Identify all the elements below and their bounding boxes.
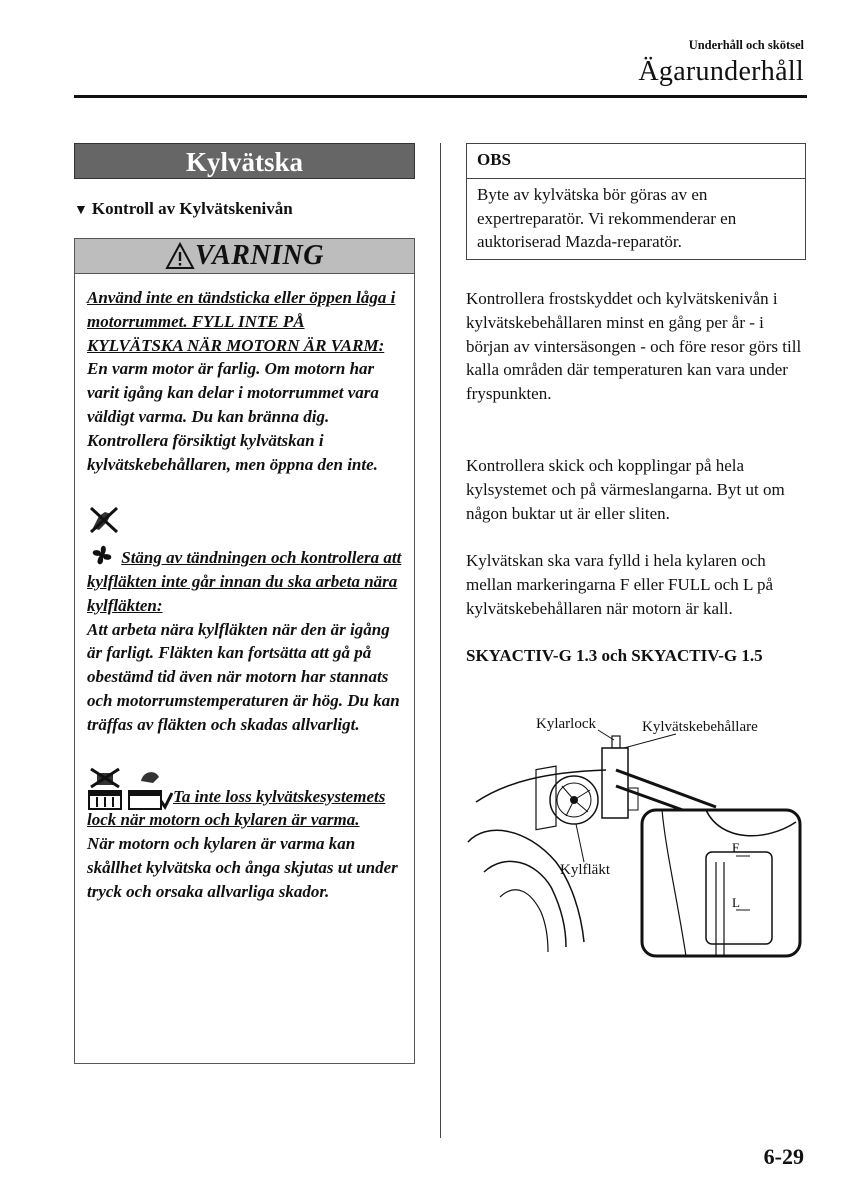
- warning-p1-underlined: Använd inte en tändsticka eller öppen låga i motorrummet. FYLL INTE PÅ KYLVÄTSKA NÄR MOTORN ÄR VARM:: [87, 288, 396, 355]
- header-chapter-title: Ägarunderhåll: [638, 56, 804, 87]
- obs-title: OBS: [467, 144, 805, 179]
- paragraph-fill-level: Kylvätskan ska vara fylld i hela kylaren och mellan markeringarna F eller FULL och L på kylvätskebehållaren när motorn är kall.: [466, 551, 773, 618]
- paragraph-system-check: Kontrollera skick och kopplingar på hela kylsystemet och på värmeslangarna. Byt ut om någon buktar ut är eller sliten.: [466, 456, 785, 523]
- label-coolant-reservoir: Kylvätskebehållare: [642, 719, 758, 735]
- hand-cap-check-icon: [127, 767, 173, 811]
- warning-p2-underlined: Stäng av tändningen och kontrollera att kylfläkten inte går innan du ska arbeta nära kylfläkten:: [87, 548, 402, 615]
- warning-triangle-icon: [165, 242, 195, 270]
- column-divider: [440, 143, 441, 1138]
- fan-icon: [87, 541, 117, 569]
- header-rule: [74, 95, 807, 98]
- paragraph-frost-check: Kontrollera frostskyddet och kylvätskenivån i kylvätskebehållaren minst en gång per år - i början av vintersäsongen - och före resor görs till kalla områden där temperaturen kan vara under fryspunkten.: [466, 289, 802, 404]
- model-heading: SKYACTIV-G 1.3 och SKYACTIV-G 1.5: [466, 646, 763, 665]
- engine-bay-figure: [466, 712, 806, 958]
- warning-p2-text: Att arbeta nära kylfläkten när den är igång är farligt. Fläkten kan fortsätta att gå på obestämd tid även när motorn har stannats och motorrumstemperaturen är hög. Du kan träffas av fläkten och skadas allvarligt.: [87, 619, 400, 734]
- warning-p3-underlined: Ta inte loss kylvätskesystemets lock när motorn och kylaren är varma.: [87, 786, 386, 830]
- no-hand-hot-cap-icon: [87, 767, 123, 811]
- subheading: [74, 199, 293, 219]
- warning-paragraph-1: [87, 286, 402, 476]
- warning-header: [75, 239, 414, 274]
- header-section: Underhåll och skötsel: [688, 38, 804, 52]
- label-cooling-fan: Kylfläkt: [560, 862, 610, 878]
- engine-bay-illustration: [466, 712, 806, 958]
- warning-title: VARNING: [194, 240, 324, 271]
- warning-p1-text: En varm motor är farlig. Om motorn har varit igång kan delar i motorrummet vara väldigt varma. Du kan bränna dig. Kontrollera försiktigt kylvätskan i kylvätskebehållaren, men öppna den inte.: [87, 359, 379, 474]
- obs-box: [466, 143, 806, 260]
- warning-box: [74, 238, 415, 1064]
- svg-text:L: L: [732, 895, 740, 910]
- page-number: 6-29: [763, 1144, 804, 1169]
- subheading-text: Kontroll av Kylvätskenivån: [91, 199, 293, 218]
- warning-paragraph-2: [87, 541, 402, 736]
- label-radiator-cap: Kylarlock: [536, 716, 596, 732]
- triangle-bullet-icon: ▼: [74, 203, 88, 218]
- section-title: Kylvätska: [74, 143, 415, 179]
- svg-text:F: F: [732, 840, 740, 855]
- no-hand-fan-icon: [87, 504, 121, 534]
- obs-text: Byte av kylvätska bör göras av en expertreparatör. Vi rekommenderar en auktoriserad Mazda-reparatör.: [477, 185, 737, 251]
- warning-p3-text: När motorn och kylaren är varma kan skållhet kylvätska och ånga skjutas ut under tryck och orsaka allvarliga skador.: [87, 834, 398, 901]
- warning-body: [75, 274, 414, 904]
